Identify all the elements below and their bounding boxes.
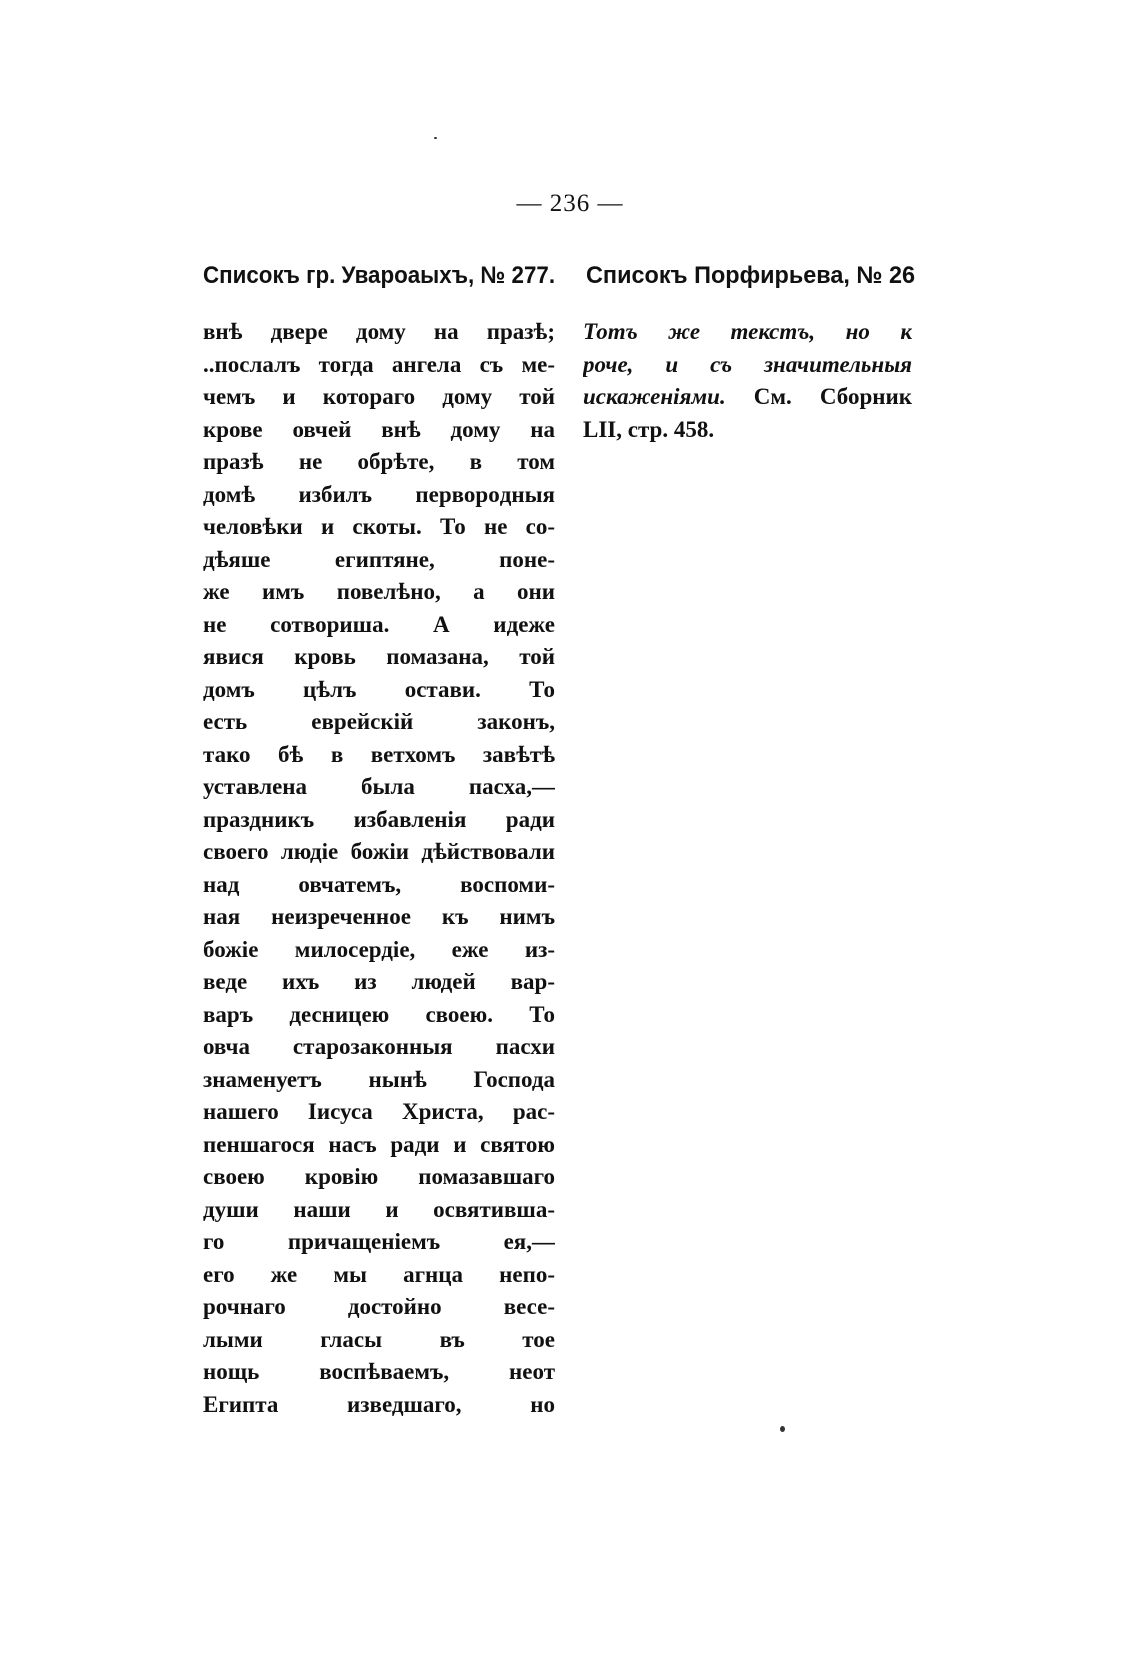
text-line: внѣ двере дому на празѣ; (203, 319, 555, 344)
text-line: празѣ не обрѣте, в том (203, 449, 555, 474)
text-line: веде ихъ из людей вар- (203, 969, 555, 994)
text-line: человѣки и скоты. То не со- (203, 514, 555, 539)
text-line: нашего Iисуса Христа, рас- (203, 1099, 555, 1124)
print-speck (780, 1426, 785, 1432)
left-column-heading: Списокъ гр. Увароаыхъ, № 277. (203, 262, 556, 289)
text-line: знаменуетъ нынѣ Господа (203, 1066, 555, 1092)
text-line: пеншагося насъ ради и святою (203, 1131, 555, 1157)
text-line: нощь воспѣваемъ, неот (203, 1359, 555, 1384)
text-line: божiе милосердiе, еже из- (203, 936, 555, 962)
italic-segment: искаженiями. (583, 384, 726, 409)
text-line (583, 349, 912, 382)
text-line (583, 316, 912, 349)
text-line: го причащенiемъ ея,— (203, 1229, 555, 1254)
text-line: овча старозаконныя пасхи (203, 1034, 555, 1059)
text-line (583, 381, 912, 414)
text-line: есть еврейскiй законъ, (203, 709, 555, 734)
text-line: его же мы агнца непо- (203, 1261, 555, 1287)
text-line: души наши и освятивша- (203, 1196, 555, 1222)
text-line: своею кровiю помазавшаго (203, 1164, 555, 1189)
roman-segment: LII, стр. 458. (583, 416, 715, 442)
text-line: домъ цѣлъ остави. То (203, 676, 555, 702)
print-speck (434, 137, 437, 139)
text-line: чемъ и котораго дому той (203, 384, 555, 409)
text-line: явися кровь помазана, той (203, 644, 555, 669)
text-line: уставлена была пасха,— (203, 774, 555, 799)
text-line: не сотвориша. А идеже (203, 611, 555, 637)
right-column-text (583, 316, 912, 446)
italic-segment: роче, и съ значительныя (583, 351, 912, 377)
left-column-text (203, 316, 555, 1421)
text-line: варъ десницею своею. То (203, 1001, 555, 1027)
right-column-heading: Списокъ Порфирьева, № 26 (586, 262, 916, 289)
text-line: же имъ повелѣно, а они (203, 579, 555, 604)
page-number: — 236 — (516, 190, 624, 217)
text-line: над овчатемъ, воспоми- (203, 871, 555, 897)
text-line: крове овчей внѣ дому на (203, 416, 555, 442)
text-line: ная неизреченное къ нимъ (203, 904, 555, 929)
text-line: дѣяше египтяне, поне- (203, 546, 555, 572)
text-line: домѣ избилъ перворoдныя (203, 481, 555, 507)
text-line: Египта изведшаго, но (203, 1391, 555, 1417)
text-line: тако бѣ в ветхомъ завѣтѣ (203, 741, 555, 767)
roman-segment: См. Сборник (725, 384, 912, 409)
text-line: рочнаго достойно весе- (203, 1294, 555, 1319)
text-line: праздникъ избавленiя ради (203, 806, 555, 832)
text-line: ..послалъ тогда ангела съ ме- (203, 351, 555, 377)
text-line (583, 414, 912, 447)
text-line: лыми гласы въ тое (203, 1326, 555, 1352)
text-line: своего людiе божiи дѣйствовали (203, 839, 555, 864)
italic-segment: Тотъ же текстъ, но к (583, 319, 912, 344)
